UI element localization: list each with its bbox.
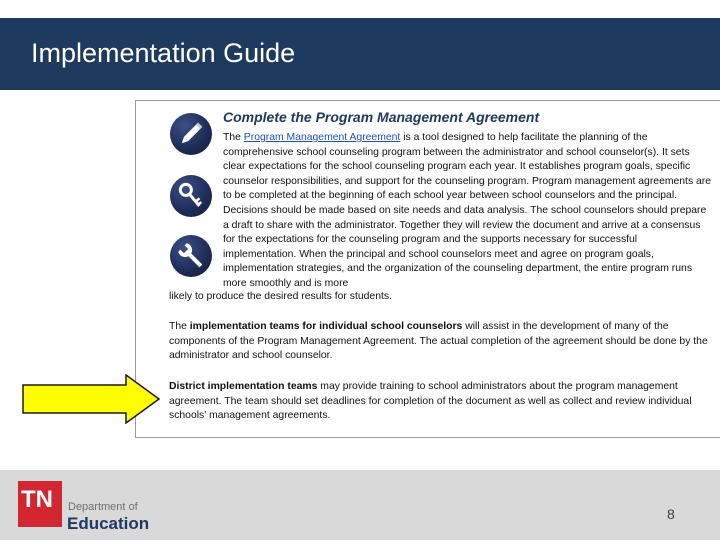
pointer-arrow-icon (22, 374, 162, 424)
para3-bold: District implementation teams (169, 381, 318, 392)
excerpt-paragraph-1 (223, 131, 713, 292)
program-management-agreement-link[interactable]: Program Management Agreement (243, 132, 401, 143)
wrench-icon (170, 235, 212, 277)
para1-lead: The (223, 132, 244, 143)
logo-department-text: Department of (68, 501, 138, 513)
pencil-icon (170, 113, 212, 155)
excerpt-paragraph-1-tail: likely to produce the desired results for students. (169, 291, 392, 302)
excerpt-paragraph-2 (169, 320, 714, 364)
document-excerpt (135, 100, 720, 438)
key-icon (170, 175, 212, 217)
para1-body: is a tool designed to help facilitate the planning of the comprehensive school counseling program between the administrator and school counselor(s). It sets clear expectations for the school counseling program each year. It establishes program goals, specific counselor responsibilities, and support for the counseling program. Program management agreements are to be completed at the beginning of each school year between school counselors and the principal. Decisions should be made based on site needs and data analysis. The school counselors should prepare a draft to share with the administrator. Together they will review the document and arrive at a consensus for the expectations for the counseling program and the supports necessary for successful implementation. When the principal and school counselors meet and agree on program goals, implementation strategies, and the organization of the counseling department, the entire program runs more smoothly and is more (223, 132, 712, 289)
excerpt-heading: Complete the Program Management Agreement (223, 109, 540, 125)
para2-bold: implementation teams for individual school counselors (189, 321, 463, 332)
para3-body: may provide training to school administrators about the program management agreement. The team should set deadlines for completion of the document as well as collect and review individual schools' management agreements. (169, 381, 692, 422)
footer (0, 470, 720, 540)
slide-title: Implementation Guide (31, 38, 296, 68)
para2-lead: The (169, 321, 190, 332)
tn-logo (18, 481, 62, 527)
logo-education-text: Education (67, 514, 150, 533)
tn-logo-mark: TN (21, 486, 53, 513)
para2-body: will assist in the development of many of the components of the Program Management Agreement. The actual completion of the agreement should be done by the administrator and school counselor. (169, 321, 708, 362)
excerpt-paragraph-3 (169, 380, 714, 424)
title-bar (0, 18, 720, 90)
page-number: 8 (667, 506, 675, 522)
